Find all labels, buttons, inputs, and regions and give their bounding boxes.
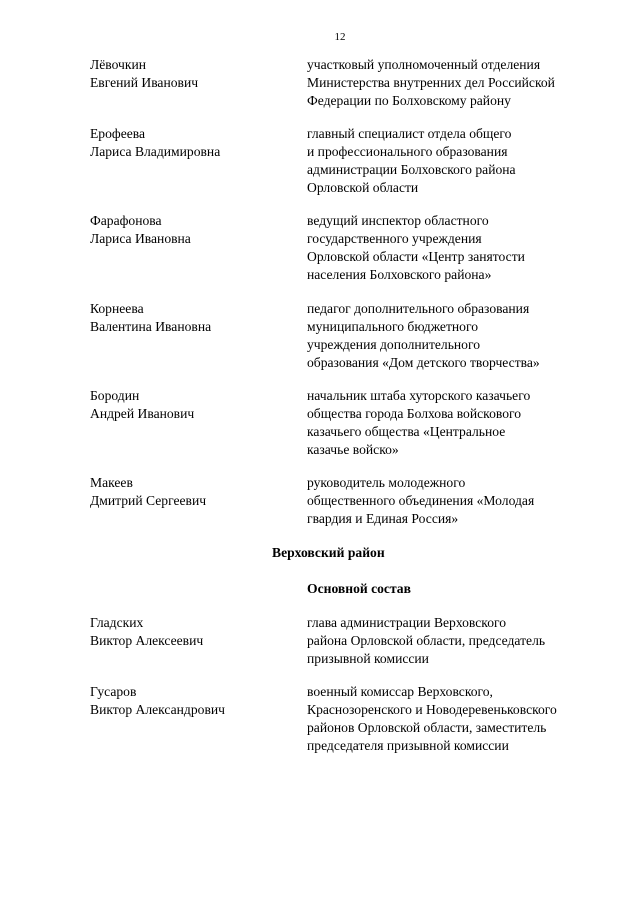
position-line: педагог дополнительного образования [307,301,530,316]
position-line: администрации Болховского района [307,162,516,177]
position-line: ведущий инспектор областного [307,213,489,228]
position-line: казачьего общества «Центральное [307,424,506,439]
position-line: глава администрации Верховского [307,615,507,630]
position-line: участковый уполномоченный отделения [307,57,541,72]
member-position [307,125,602,197]
position-line: главный специалист отдела общего [307,126,512,141]
position-line: районов Орловской области, заместитель [307,720,547,735]
position-line: призывной комиссии [307,651,429,666]
position-line: общественного объединения «Молодая [307,493,535,508]
position-line: Орловской области [307,180,419,195]
member-position [307,212,602,284]
member-given-names: Виктор Алексеевич [90,633,204,648]
position-line: руководитель молодежного [307,475,466,490]
position-line: и профессионального образования [307,144,508,159]
page-number: 12 [334,31,346,43]
member-given-names: Андрей Иванович [90,406,195,421]
member-given-names: Лариса Владимировна [90,144,221,159]
position-line: Федерации по Болховскому району [307,93,511,108]
member-surname: Корнеева [90,301,144,316]
member-position [307,614,602,668]
position-line: населения Болховского района» [307,267,492,282]
position-line: учреждения дополнительного [307,337,481,352]
member-name [90,125,300,161]
position-line: Орловской области «Центр занятости [307,249,525,264]
member-given-names: Валентина Ивановна [90,319,212,334]
member-surname: Лёвочкин [90,57,147,72]
member-surname: Гусаров [90,684,137,699]
position-line: муниципального бюджетного [307,319,479,334]
member-name [90,614,300,650]
member-given-names: Лариса Ивановна [90,231,191,246]
member-given-names: Дмитрий Сергеевич [90,493,207,508]
member-position [307,474,602,528]
member-given-names: Виктор Александрович [90,702,225,717]
member-name [90,300,300,336]
member-given-names: Евгений Иванович [90,75,199,90]
member-surname: Ерофеева [90,126,146,141]
member-position [307,683,602,755]
member-name [90,56,300,92]
member-name [90,387,300,423]
position-line: председателя призывной комиссии [307,738,509,753]
member-surname: Бородин [90,388,140,403]
section-heading: Основной состав [307,581,411,596]
member-position [307,56,602,110]
position-line: гвардия и Единая Россия» [307,511,459,526]
member-name [90,474,300,510]
member-name [90,683,300,719]
position-line: казачье войско» [307,442,399,457]
member-surname: Макеев [90,475,133,490]
position-line: государственного учреждения [307,231,482,246]
member-surname: Фарафонова [90,213,162,228]
position-line: образования «Дом детского творчества» [307,355,540,370]
position-line: района Орловской области, председатель [307,633,546,648]
position-line: Министерства внутренних дел Российской [307,75,555,90]
position-line: военный комиссар Верховского, [307,684,493,699]
member-name [90,212,300,248]
position-line: начальник штаба хуторского казачьего [307,388,531,403]
position-line: общества города Болхова войскового [307,406,522,421]
district-heading: Верховский район [272,545,385,560]
member-position [307,387,602,459]
member-position [307,300,602,372]
position-line: Краснозоренского и Новодеревеньковского [307,702,557,717]
member-surname: Гладских [90,615,144,630]
